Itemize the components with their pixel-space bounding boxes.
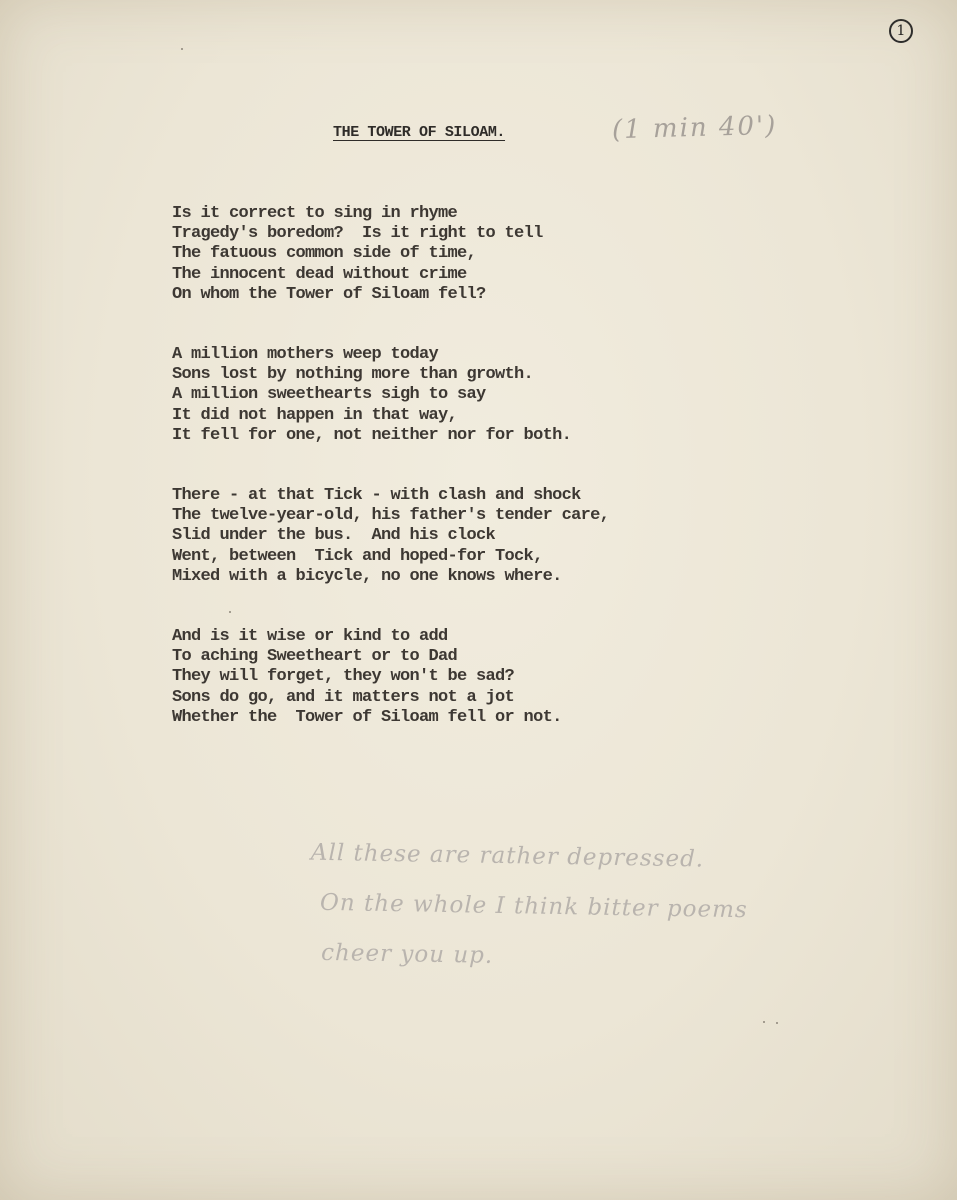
- poem-line: Tragedy's boredom? Is it right to tell: [172, 224, 543, 244]
- poem-line: Sons lost by nothing more than growth.: [172, 365, 534, 385]
- poem-line: Whether the Tower of Siloam fell or not.: [172, 707, 562, 727]
- stanza: [172, 486, 872, 587]
- poem-line: They will forget, they won't be sad?: [172, 667, 515, 687]
- poem-line: Went, between Tick and hoped-for Tock,: [172, 546, 543, 566]
- paper-speck: [776, 1022, 778, 1024]
- poem-line: The twelve-year-old, his father's tender care,: [172, 506, 610, 526]
- poem-line: Is it correct to sing in rhyme: [172, 204, 458, 223]
- poem-body: [172, 204, 872, 768]
- poem-line: A million mothers weep today: [172, 345, 439, 365]
- handwritten-line: On the whole I think bitter poems: [319, 889, 748, 924]
- poem-line: The fatuous common side of time,: [172, 244, 477, 264]
- stanza: [172, 345, 872, 446]
- duration-annotation: (1 min 40'): [611, 110, 778, 146]
- poem-line: On whom the Tower of Siloam fell?: [172, 284, 486, 304]
- poem-line: There - at that Tick - with clash and shock: [172, 486, 581, 506]
- poem-line: It did not happen in that way,: [172, 405, 458, 425]
- poem-line: It fell for one, not neither nor for both.: [172, 425, 572, 445]
- handwritten-line: All these are rather depressed.: [310, 839, 705, 873]
- poem-line: Sons do go, and it matters not a jot: [172, 687, 515, 707]
- stanza: [172, 627, 872, 728]
- page-number: 1: [889, 19, 913, 43]
- paper-speck: [763, 1021, 765, 1023]
- stanza: [172, 204, 872, 305]
- poem-line: A million sweethearts sigh to say: [172, 385, 486, 405]
- handwritten-note: [309, 828, 812, 987]
- poem-line: To aching Sweetheart or to Dad: [172, 647, 458, 667]
- paper-speck: [229, 611, 231, 613]
- poem-line: Mixed with a bicycle, no one knows where.: [172, 566, 562, 586]
- paper-speck: [181, 48, 183, 50]
- poem-title: THE TOWER OF SILOAM.: [333, 124, 506, 141]
- poem-line: The innocent dead without crime: [172, 264, 467, 284]
- poem-line: And is it wise or kind to add: [172, 627, 448, 647]
- poem-line: Slid under the bus. And his clock: [172, 526, 496, 546]
- handwritten-line: cheer you up.: [320, 939, 494, 969]
